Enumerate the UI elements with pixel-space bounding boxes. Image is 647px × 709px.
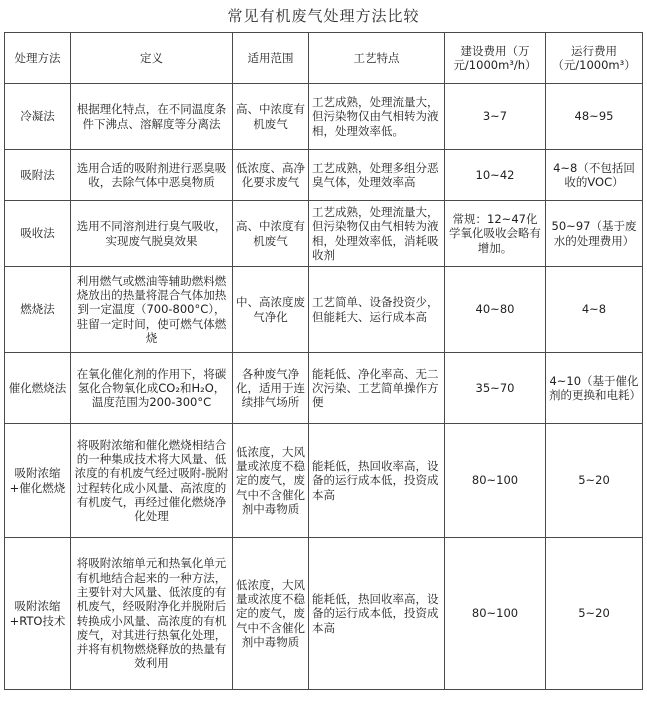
cell-features: 能耗低、净化率高、无二次污染、工艺简单操作方便 xyxy=(309,353,445,424)
cell-features: 能耗低，热回收率高，设备的运行成本低，投资成本高 xyxy=(309,538,445,690)
cell-run-cost: 48~95 xyxy=(546,84,643,150)
cell-scope: 各种废气净化，适用于连续排气场所 xyxy=(233,353,309,424)
cell-run-cost: 50~97（基于废水的处理费用） xyxy=(546,201,643,267)
cell-run-cost: 4~8（不包括回收的VOC） xyxy=(546,150,643,201)
header-method: 处理方法 xyxy=(5,33,71,84)
cell-build-cost: 常规：12~47化学氧化吸收会略有增加。 xyxy=(445,201,546,267)
cell-definition: 将吸附浓缩和催化燃烧相结合的一种集成技术将大风量、低浓度的有机废气经过吸附-脱附过程转化成小风量、高浓度的有机废气，再经过催化燃烧净化处理 xyxy=(71,424,233,538)
header-scope: 适用范围 xyxy=(233,33,309,84)
cell-features: 工艺成熟，处理流量大，但污染物仅由气相转为液相，处理效率低，消耗吸收剂 xyxy=(309,201,445,267)
cell-method: 冷凝法 xyxy=(5,84,71,150)
table-header-row xyxy=(5,33,643,84)
cell-method: 吸附法 xyxy=(5,150,71,201)
cell-features: 工艺成熟，处理流量大，但污染物仅由气相转为液相，处理效率低。 xyxy=(309,84,445,150)
cell-build-cost: 35~70 xyxy=(445,353,546,424)
cell-features: 工艺成熟，处理多组分恶臭气体，处理效率高 xyxy=(309,150,445,201)
table-row xyxy=(5,84,643,150)
cell-features: 能耗低，热回收率高，设备的运行成本低，投资成本高 xyxy=(309,424,445,538)
cell-build-cost: 80~100 xyxy=(445,424,546,538)
cell-run-cost: 5~20 xyxy=(546,424,643,538)
header-run-cost: 运行费用（元/1000m³） xyxy=(546,33,643,84)
cell-run-cost: 4~10（基于催化剂的更换和电耗） xyxy=(546,353,643,424)
table-row xyxy=(5,150,643,201)
table-row xyxy=(5,424,643,538)
cell-scope: 高、中浓度有机废气 xyxy=(233,201,309,267)
cell-run-cost: 5~20 xyxy=(546,538,643,690)
cell-build-cost: 40~80 xyxy=(445,267,546,353)
comparison-table xyxy=(4,32,643,690)
cell-build-cost: 10~42 xyxy=(445,150,546,201)
cell-method: 燃烧法 xyxy=(5,267,71,353)
table-row xyxy=(5,353,643,424)
cell-definition: 在氧化催化剂的作用下，将碳氢化合物氧化成CO₂和H₂O，温度范围为200-300°C xyxy=(71,353,233,424)
cell-scope: 高、中浓度有机废气 xyxy=(233,84,309,150)
cell-run-cost: 4~8 xyxy=(546,267,643,353)
header-features: 工艺特点 xyxy=(309,33,445,84)
cell-method: 吸收法 xyxy=(5,201,71,267)
cell-definition: 利用燃气或燃油等辅助燃料燃烧放出的热量将混合气体加热到一定温度（700-800°C），驻留一定时间，使可燃气体燃烧 xyxy=(71,267,233,353)
cell-definition: 根据理化特点，在不同温度条件下沸点、溶解度等分离法 xyxy=(71,84,233,150)
document-title: 常见有机废气处理方法比较 xyxy=(227,7,420,25)
cell-definition: 将吸附浓缩单元和热氧化单元有机地结合起来的一种方法，主要针对大风量、低浓度的有机废气，经吸附净化并脱附后转换成小风量、高浓度的有机废气，对其进行热氧化处理，并将有机物燃烧释放的热量有效利用 xyxy=(71,538,233,690)
table-row xyxy=(5,538,643,690)
cell-method: 吸附浓缩+RTO技术 xyxy=(5,538,71,690)
header-build-cost: 建设费用（万元/1000m³/h） xyxy=(445,33,546,84)
cell-scope: 低浓度，大风量或浓度不稳定的废气，废气中不含催化剂中毒物质 xyxy=(233,424,309,538)
cell-build-cost: 80~100 xyxy=(445,538,546,690)
cell-features: 工艺简单、设备投资少，但能耗大、运行成本高 xyxy=(309,267,445,353)
cell-definition: 选用不同溶剂进行臭气吸收，实现废气脱臭效果 xyxy=(71,201,233,267)
cell-scope: 中、高浓度废气净化 xyxy=(233,267,309,353)
table-row xyxy=(5,267,643,353)
cell-scope: 低浓度、高净化要求废气 xyxy=(233,150,309,201)
cell-method: 吸附浓缩+催化燃烧 xyxy=(5,424,71,538)
cell-method: 催化燃烧法 xyxy=(5,353,71,424)
cell-build-cost: 3~7 xyxy=(445,84,546,150)
table-row xyxy=(5,201,643,267)
cell-scope: 低浓度，大风量或浓度不稳定的废气，废气中不含催化剂中毒物质 xyxy=(233,538,309,690)
header-definition: 定义 xyxy=(71,33,233,84)
cell-definition: 选用合适的吸附剂进行恶臭吸收，去除气体中恶臭物质 xyxy=(71,150,233,201)
